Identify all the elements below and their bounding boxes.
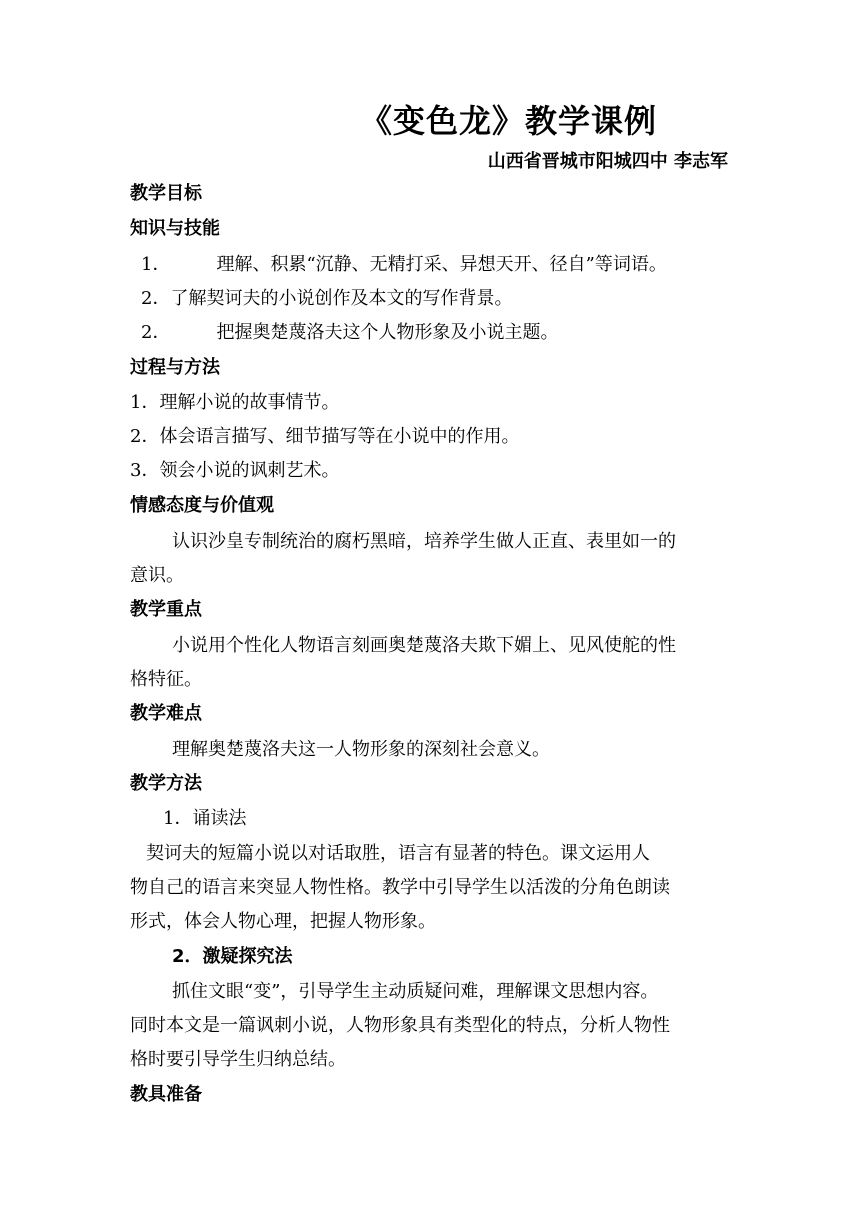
knowledge-item <box>141 253 667 277</box>
paragraph-line: 抓住文眼“变”，引导学生主动质疑问难，理解课文思想内容。 <box>172 981 659 1002</box>
heading-attitude-values: 情感态度与价值观 <box>130 495 274 516</box>
paragraph-line: 认识沙皇专制统治的腐朽黑暗，培养学生做人正直、表里如一的 <box>172 531 676 552</box>
paragraph-line: 形式，体会人物心理，把握人物形象。 <box>130 911 436 932</box>
paragraph-line: 格时要引导学生归纳总结。 <box>130 1049 346 1070</box>
heading-knowledge-skills: 知识与技能 <box>130 218 220 239</box>
process-item: 3．领会小说的讽刺艺术。 <box>130 460 340 481</box>
knowledge-item-text: 了解契诃夫的小说创作及本文的写作背景。 <box>170 288 513 309</box>
heading-key-points: 教学重点 <box>130 599 202 620</box>
knowledge-item-text: 把握奥楚蔑洛夫这个人物形象及小说主题。 <box>216 322 559 343</box>
paragraph-line: 意识。 <box>130 565 184 586</box>
knowledge-item-text: 理解、积累“沉静、无精打采、异想天开、径自”等词语。 <box>216 254 667 275</box>
process-item: 1．理解小说的故事情节。 <box>130 392 340 413</box>
paragraph-line: 小说用个性化人物语言刻画奥楚蔑洛夫欺下媚上、见风使舵的性 <box>172 635 676 656</box>
document-title: 《变色龙》教学课例 <box>360 102 658 140</box>
method-title: 1．诵读法 <box>163 808 247 829</box>
knowledge-item-number: 2． <box>141 288 171 309</box>
heading-difficult-points: 教学难点 <box>130 703 202 724</box>
method-title: 2．激疑探究法 <box>172 946 293 967</box>
process-item: 2．体会语言描写、细节描写等在小说中的作用。 <box>130 426 520 447</box>
knowledge-item-number: 1． <box>141 254 171 275</box>
heading-teaching-goals: 教学目标 <box>130 183 202 204</box>
knowledge-item-number: 2． <box>141 322 171 343</box>
author-line: 山西省晋城市阳城四中 李志军 <box>487 151 728 172</box>
knowledge-item <box>141 321 558 345</box>
paragraph-line: 同时本文是一篇讽刺小说，人物形象具有类型化的特点，分析人物性 <box>130 1015 670 1036</box>
paragraph-line: 格特征。 <box>130 669 202 690</box>
paragraph-line: 理解奥楚蔑洛夫这一人物形象的深刻社会意义。 <box>172 739 550 760</box>
paragraph-line: 物自己的语言来突显人物性格。教学中引导学生以活泼的分角色朗读 <box>130 877 670 898</box>
heading-teaching-tools: 教具准备 <box>130 1084 202 1105</box>
paragraph-line: 契诃夫的短篇小说以对话取胜，语言有显著的特色。课文运用人 <box>146 843 650 864</box>
heading-teaching-methods: 教学方法 <box>130 773 202 794</box>
knowledge-item <box>141 287 512 311</box>
heading-process-methods: 过程与方法 <box>130 357 220 378</box>
